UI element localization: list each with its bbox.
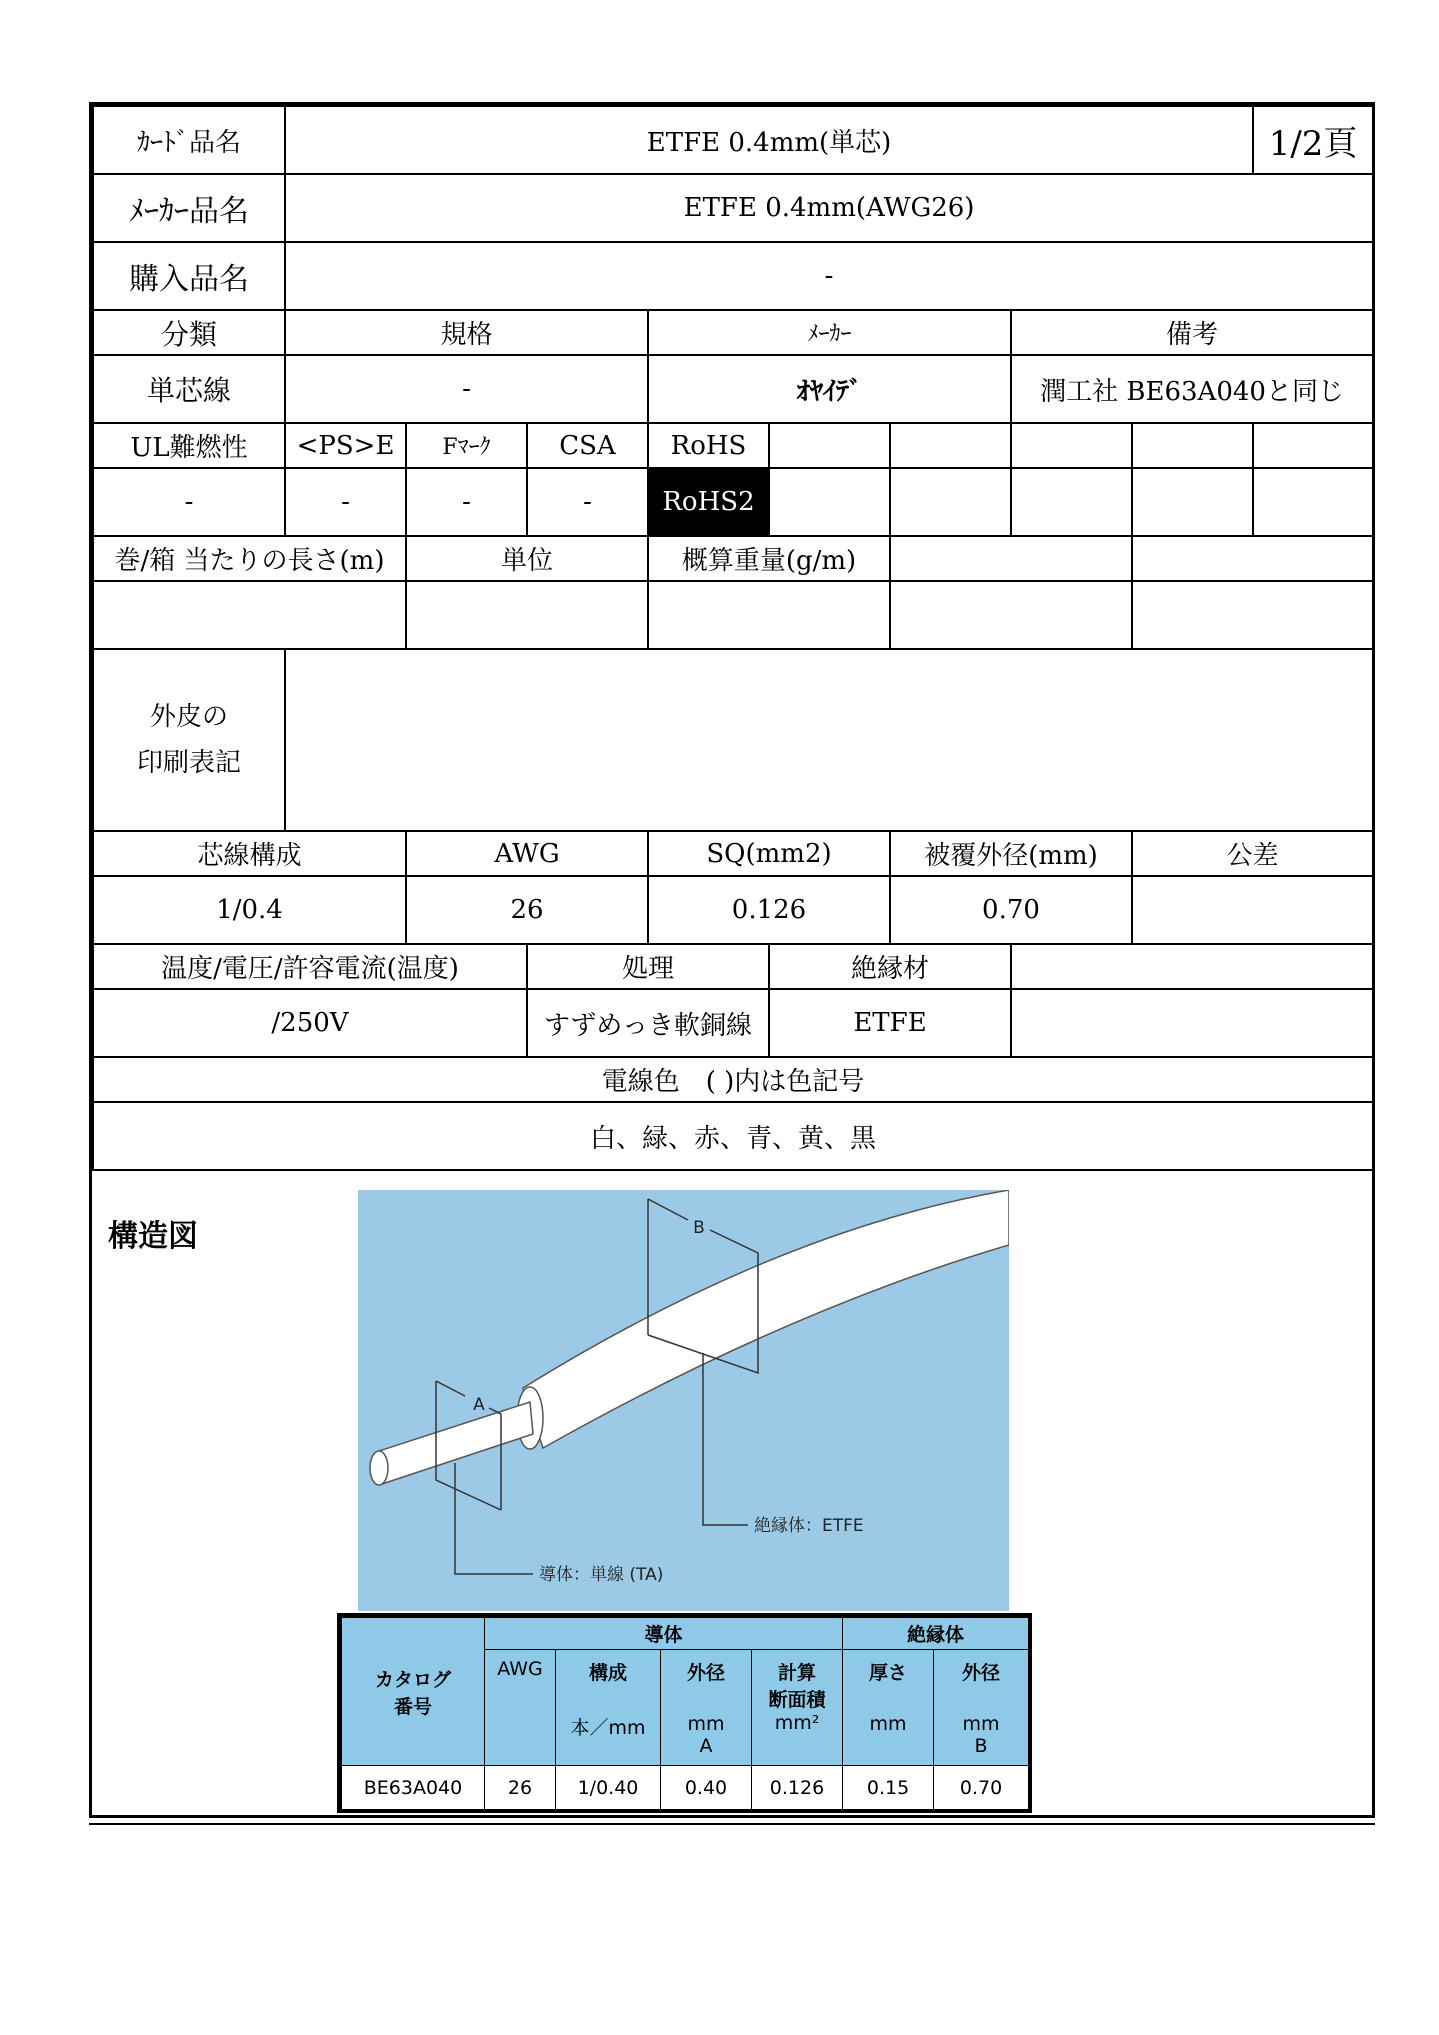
rating-header: 温度/電圧/許容電流(温度) xyxy=(93,944,527,989)
ins-od-col-label: 外径 xyxy=(962,1662,1001,1684)
thickness-col-unit: mm xyxy=(869,1713,907,1735)
plane-a-letter: A xyxy=(473,1395,485,1415)
blank-cell xyxy=(1253,468,1373,536)
print-label-line1: 外皮の xyxy=(149,702,228,732)
cable-structure-diagram xyxy=(358,1190,1009,1611)
catalog-spec-table-frame xyxy=(337,1613,1032,1813)
conductor-callout: 導体：単線 (TA) xyxy=(539,1565,664,1585)
spec-construction: 1/0.40 xyxy=(556,1766,661,1810)
card-name-label: ｶｰﾄﾞ品名 xyxy=(93,106,285,174)
wire-color-values: 白、緑、赤、青、黄、黒 xyxy=(93,1102,1373,1170)
ins-od-col-sub: B xyxy=(974,1735,988,1757)
blank-cell xyxy=(769,468,890,536)
weight-value xyxy=(648,581,890,649)
class-value: 単芯線 xyxy=(93,355,285,423)
csa-header: CSA xyxy=(527,423,648,468)
catalog-number-header xyxy=(342,1618,485,1766)
area-col-label1: 計算 xyxy=(778,1662,817,1684)
bottom-rule xyxy=(89,1823,1375,1825)
pse-header: <PS>E xyxy=(285,423,406,468)
spec-catalog-number: BE63A040 xyxy=(342,1766,485,1810)
spec-sheet xyxy=(89,102,1375,1818)
unit-header: 単位 xyxy=(406,536,648,581)
ul-header: UL難燃性 xyxy=(93,423,285,468)
blank-cell xyxy=(769,423,890,468)
treatment-header: 処理 xyxy=(527,944,769,989)
blank-cell xyxy=(1011,423,1132,468)
blank-cell xyxy=(1132,468,1253,536)
construction-col-label: 構成 xyxy=(588,1662,627,1684)
maker-name: ETFE 0.4mm(AWG26) xyxy=(285,174,1373,242)
awg-header: AWG xyxy=(406,831,648,876)
rohs-header: RoHS xyxy=(648,423,769,468)
spec-grid xyxy=(92,105,1374,1171)
fmark-value: - xyxy=(406,468,527,536)
spec-ins-od: 0.70 xyxy=(934,1766,1029,1810)
catalog-label-line1: カタログ xyxy=(374,1668,451,1691)
maker-header: ﾒｰｶｰ xyxy=(648,310,1011,355)
standard-header: 規格 xyxy=(285,310,648,355)
pse-value: - xyxy=(285,468,406,536)
maker-value: ｵﾔｲﾃﾞ xyxy=(648,355,1011,423)
strand-value: 1/0.4 xyxy=(93,876,406,944)
catalog-spec-table xyxy=(341,1617,1029,1810)
insulator-group-header: 絶縁体 xyxy=(843,1618,1029,1650)
awg-value: 26 xyxy=(406,876,648,944)
print-label xyxy=(93,649,285,831)
spec-od: 0.40 xyxy=(661,1766,752,1810)
length-per-reel-value xyxy=(93,581,406,649)
od-col-label: 外径 xyxy=(686,1662,725,1684)
unit-value xyxy=(406,581,648,649)
area-col-label2: 断面積 xyxy=(768,1689,826,1711)
print-label-line2: 印刷表記 xyxy=(136,748,241,778)
print-label-value xyxy=(285,649,1373,831)
insulator-callout: 絶縁体：ETFE xyxy=(754,1516,864,1536)
remarks-header: 備考 xyxy=(1011,310,1373,355)
insulator-header: 絶縁材 xyxy=(769,944,1011,989)
blank-cell xyxy=(1011,944,1373,989)
ins-od-col-header xyxy=(934,1650,1029,1766)
od-col-header xyxy=(661,1650,752,1766)
catalog-label-line2: 番号 xyxy=(393,1695,432,1718)
awg-col-label: AWG xyxy=(497,1658,543,1680)
blank-cell xyxy=(1011,468,1132,536)
construction-col-unit: 本／mm xyxy=(570,1717,646,1739)
awg-col-header xyxy=(485,1650,556,1766)
od-col-sub: A xyxy=(699,1735,713,1757)
area-col-header xyxy=(752,1650,843,1766)
strand-header: 芯線構成 xyxy=(93,831,406,876)
conductor-group-header: 導体 xyxy=(485,1618,843,1650)
page-number: 1/2頁 xyxy=(1253,106,1373,174)
conductor-end xyxy=(370,1451,388,1485)
spec-awg: 26 xyxy=(485,1766,556,1810)
thickness-col-label: 厚さ xyxy=(869,1662,908,1684)
sq-value: 0.126 xyxy=(648,876,890,944)
rating-value: /250V xyxy=(93,989,527,1057)
blank-cell xyxy=(1253,423,1373,468)
spec-thickness: 0.15 xyxy=(843,1766,934,1810)
blank-cell xyxy=(890,536,1132,581)
purchase-name: - xyxy=(285,242,1373,310)
od-col-unit: mm xyxy=(687,1713,725,1735)
standard-value: - xyxy=(285,355,648,423)
card-name: ETFE 0.4mm(単芯) xyxy=(285,106,1253,174)
blank-cell xyxy=(890,581,1132,649)
structure-title: 構造図 xyxy=(108,1219,198,1254)
blank-cell xyxy=(1011,989,1373,1057)
area-col-unit: mm² xyxy=(774,1712,820,1734)
construction-col-header xyxy=(556,1650,661,1766)
ins-od-col-unit: mm xyxy=(962,1713,1000,1735)
tolerance-header: 公差 xyxy=(1132,831,1373,876)
blank-cell xyxy=(890,468,1011,536)
rohs-value-badge: RoHS2 xyxy=(648,468,769,536)
ul-value: - xyxy=(93,468,285,536)
treatment-value: すずめっき軟銅線 xyxy=(527,989,769,1057)
blank-cell xyxy=(1132,536,1373,581)
maker-name-label: ﾒｰｶｰ品名 xyxy=(93,174,285,242)
blank-cell xyxy=(1132,423,1253,468)
tolerance-value xyxy=(1132,876,1373,944)
insulator-value: ETFE xyxy=(769,989,1011,1057)
od-value: 0.70 xyxy=(890,876,1132,944)
csa-value: - xyxy=(527,468,648,536)
thickness-col-header xyxy=(843,1650,934,1766)
wire-color-label: 電線色 ( )内は色記号 xyxy=(93,1057,1373,1102)
fmark-header: Fﾏｰｸ xyxy=(406,423,527,468)
remarks-value: 潤工社 BE63A040と同じ xyxy=(1011,355,1373,423)
weight-header: 概算重量(g/m) xyxy=(648,536,890,581)
blank-cell xyxy=(890,423,1011,468)
od-header: 被覆外径(mm) xyxy=(890,831,1132,876)
length-per-reel-header: 巻/箱 当たりの長さ(m) xyxy=(93,536,406,581)
purchase-name-label: 購入品名 xyxy=(93,242,285,310)
sq-header: SQ(mm2) xyxy=(648,831,890,876)
blank-cell xyxy=(1132,581,1373,649)
spec-area: 0.126 xyxy=(752,1766,843,1810)
plane-b-letter: B xyxy=(693,1218,705,1238)
class-header: 分類 xyxy=(93,310,285,355)
